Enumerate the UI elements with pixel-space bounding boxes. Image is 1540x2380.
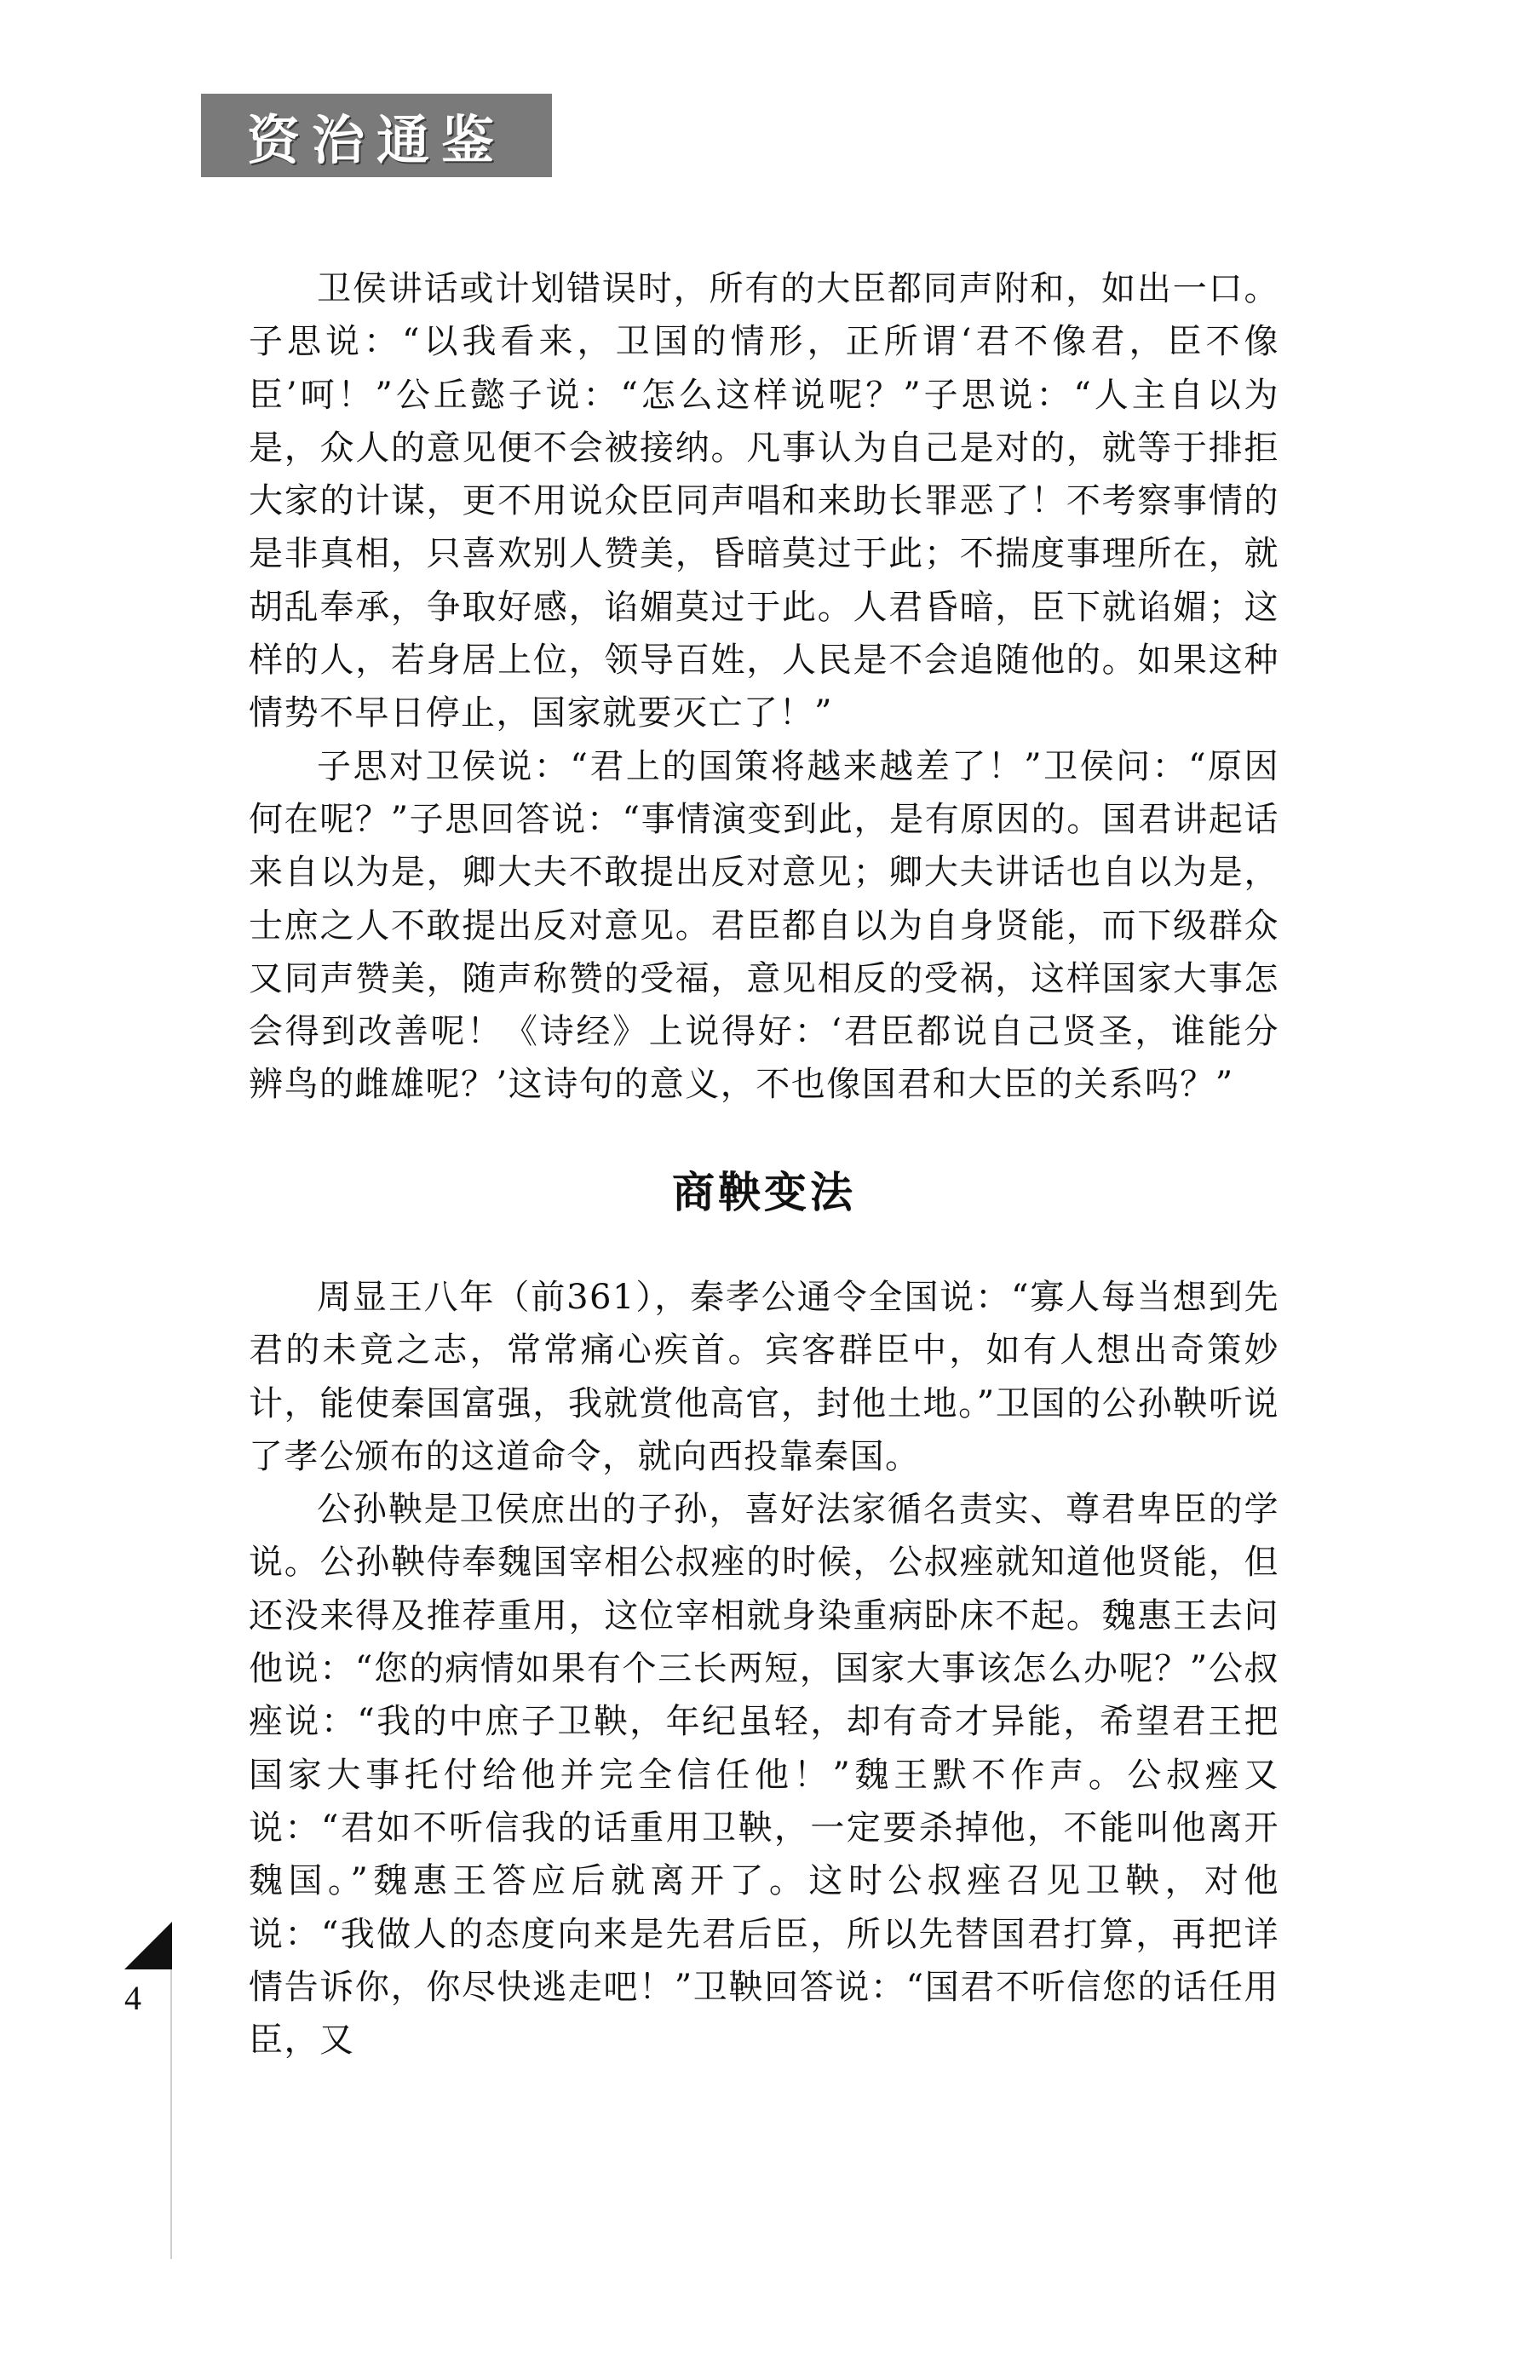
paragraph: 周显王八年（前361），秦孝公通令全国说：“寡人每当想到先君的未竟之志，常常痛心疾首。宾客群臣中，如有人想出奇策妙计，能使秦国富强，我就赏他高官，封他土地。”卫国的公孙鞅听说了孝公颁布的这道命令，就向西投靠秦国。 xyxy=(249,1278,1279,1476)
section-1-body xyxy=(249,262,1279,1112)
page-corner-triangle xyxy=(124,1922,172,1969)
page-number: 4 xyxy=(124,1979,141,2017)
book-title-banner xyxy=(201,94,552,177)
section-heading: 商鞅变法 xyxy=(672,1168,856,1217)
paragraph: 卫侯讲话或计划错误时，所有的大臣都同声附和，如出一口。子思说：“以我看来，卫国的情形，正所谓‘君不像君，臣不像臣’呵！”公丘懿子说：“怎么这样说呢？”子思说：“人主自以为是，众人的意见便不会被接纳。凡事认为自己是对的，就等于排拒大家的计谋，更不用说众臣同声唱和来助长罪恶了！不考察事情的是非真相，只喜欢别人赞美，昏暗莫过于此；不揣度事理所在，就胡乱奉承，争取好感，谄媚莫过于此。人君昏暗，臣下就谄媚；这样的人，若身居上位，领导百姓，人民是不会追随他的。如果这种情势不早日停止，国家就要灭亡了！” xyxy=(249,269,1279,733)
paragraph: 子思对卫侯说：“君上的国策将越来越差了！”卫侯问：“原因何在呢？”子思回答说：“事情演变到此，是有原因的。国君讲起话来自以为是，卿大夫不敢提出反对意见；卿大夫讲话也自以为是，士庶之人不敢提出反对意见。君臣都自以为自身贤能，而下级群众又同声赞美，随声称赞的受福，意见相反的受祸，这样国家大事怎会得到改善呢！《诗经》上说得好：‘君臣都说自己贤圣，谁能分辨鸟的雌雄呢？’这诗句的意义，不也像国君和大臣的关系吗？” xyxy=(249,746,1279,1105)
book-title: 资治通鉴 xyxy=(246,108,506,171)
section-2-body xyxy=(249,1271,1279,2067)
margin-rule xyxy=(170,1969,172,2259)
paragraph: 公孙鞅是卫侯庶出的子孙，喜好法家循名责实、尊君卑臣的学说。公孙鞅侍奉魏国宰相公叔痤的时候，公叔痤就知道他贤能，但还没来得及推荐重用，这位宰相就身染重病卧床不起。魏惠王去问他说：“您的病情如果有个三长两短，国家大事该怎么办呢？”公叔痤说：“我的中庶子卫鞅，年纪虽轻，却有奇才异能，希望君王把国家大事托付给他并完全信任他！”魏王默不作声。公叔痤又说：“君如不听信我的话重用卫鞅，一定要杀掉他，不能叫他离开魏国。”魏惠王答应后就离开了。这时公叔痤召见卫鞅，对他说：“我做人的态度向来是先君后臣，所以先替国君打算，再把详情告诉你，你尽快逃走吧！”卫鞅回答说：“国君不听信您的话任用臣，又 xyxy=(249,1490,1279,2061)
